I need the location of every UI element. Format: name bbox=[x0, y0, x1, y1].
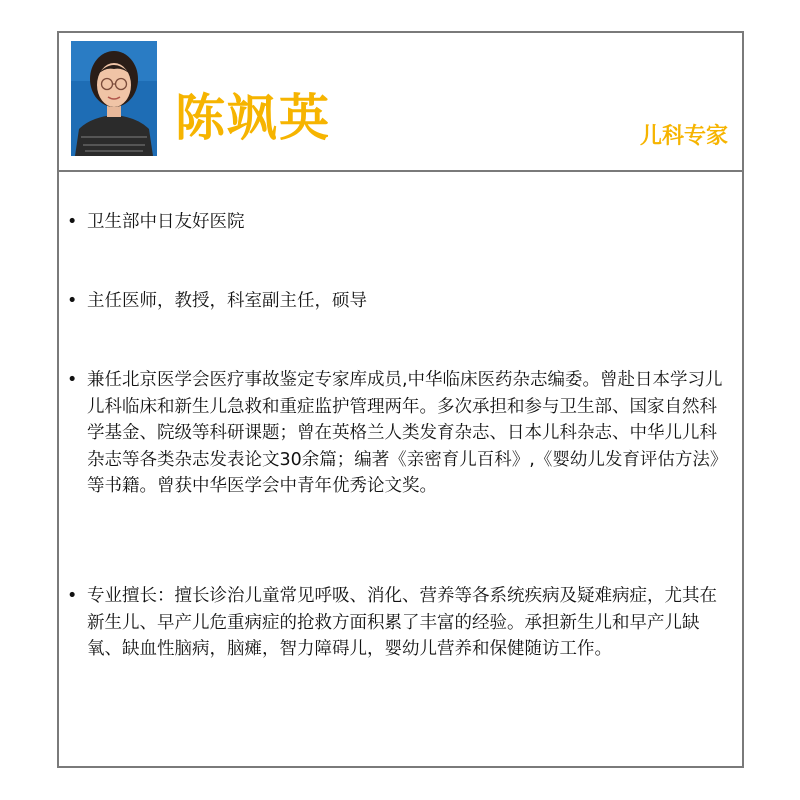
bullet-icon: • bbox=[67, 370, 78, 390]
item-text-specialty: 专业擅长：擅长诊治儿童常见呼吸、消化、营养等各系统疾病及疑难病症，尤其在新生儿、早产儿危重病症的抢救方面积累了丰富的经验。承担新生儿和早产儿缺氧、缺血性脑病，脑瘫，智力障碍儿，婴幼儿营养和保健随访工作。 bbox=[87, 586, 717, 659]
list-item bbox=[67, 583, 732, 663]
profile-content bbox=[59, 170, 742, 766]
profile-header bbox=[59, 33, 742, 172]
bullet-icon: • bbox=[67, 212, 78, 232]
item-text-experience: 兼任北京医学会医疗事故鉴定专家库成员,中华临床医药杂志编委。曾赴日本学习儿儿科临床和新生儿急救和重症监护管理两年。多次承担和参与卫生部、国家自然科学基金、院级等科研课题；曾在英格兰人类发育杂志、日本儿科杂志、中华儿儿科杂志等各类杂志发表论文30余篇；编著《亲密育儿百科》,《婴幼儿发育评估方法》等书籍。曾获中华医学会中青年优秀论文奖。 bbox=[87, 370, 728, 496]
profile-photo bbox=[71, 41, 157, 156]
bullet-icon: • bbox=[67, 586, 78, 606]
list-item bbox=[67, 367, 732, 500]
expert-title: 儿科专家 bbox=[639, 124, 728, 149]
profile-card bbox=[57, 31, 744, 768]
item-text-position: 主任医师，教授，科室副主任，硕导 bbox=[87, 291, 367, 311]
expert-name: 陈飒英 bbox=[175, 89, 331, 147]
list-item bbox=[67, 209, 732, 236]
list-item bbox=[67, 288, 732, 315]
item-text-hospital: 卫生部中日友好医院 bbox=[87, 212, 245, 232]
bullet-icon: • bbox=[67, 291, 78, 311]
